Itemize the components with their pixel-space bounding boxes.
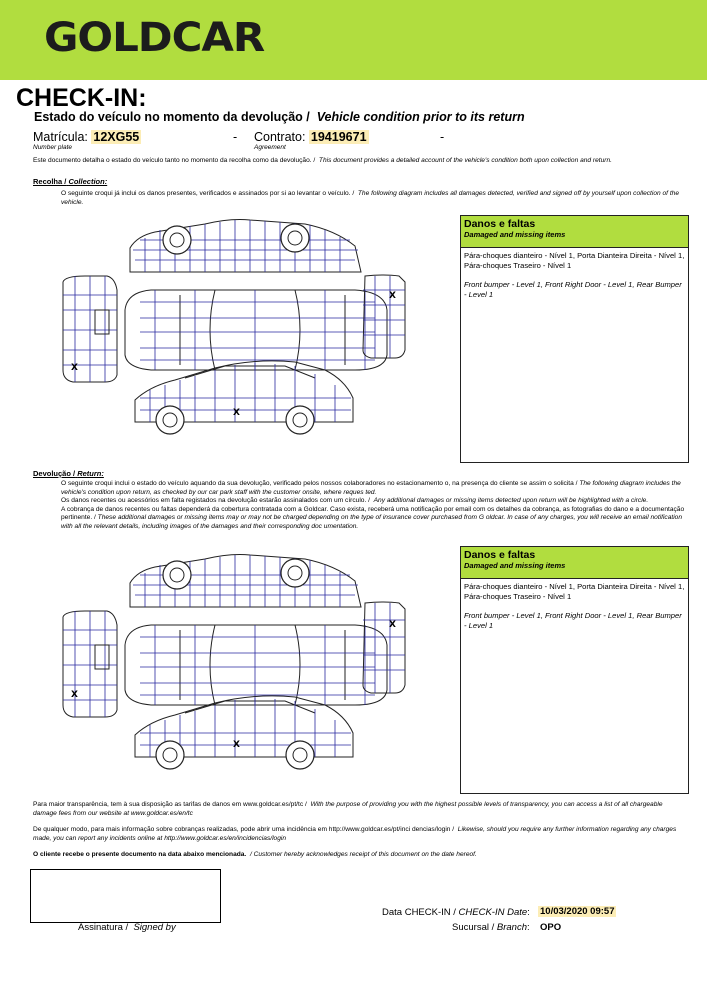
collection-car-diagram: [55, 210, 415, 446]
car-left-side-view: [130, 220, 361, 273]
damage-mark-rear: X: [71, 363, 78, 373]
branch-label: Sucursal / Branch:: [452, 922, 530, 933]
signature-label: Assinatura / Signed by: [78, 922, 176, 933]
collection-damages-box: [460, 215, 689, 463]
collection-heading: Recolha / Collection:: [33, 177, 108, 186]
collection-damages-header: Danos e faltas Damaged and missing items: [461, 216, 688, 248]
damage-mark-side: X: [233, 740, 240, 750]
car-right-side-view: [135, 361, 353, 434]
checkin-date-label: Data CHECK-IN / CHECK-IN Date:: [382, 907, 530, 918]
page-title: CHECK-IN:: [16, 84, 147, 112]
return-text: O seguinte croqui inclui o estado do veículo aquando da sua devolução, verificado pelos nossos colaboradores no estacionamento o, na presença do cliente se assim o solicita / The following diagram includes the vehicle's condition upon return, as checked by our car park staff with the customer onsite, where reques ted. Os danos recentes ou acessórios em falta registados na devolução estarão assinalados com um círculo. / Any additional damages or missing items detected upon return will be highlighted with a circle. A cobrança de danos recentes ou faltas dependerá da cobertura contratada com a Goldcar. Caso exista, receberá uma notificação por email com os detalhes da cobrança, as fotografias do dano e a documentação pertinente. / These additional damages or missing items may or may not be charged depending on the type of insurance cover purchased from G oldcar. In case of any charges, you will receive an email notification with all the relevant details, including images of the damages and their corresponding doc umentation.: [61, 480, 685, 530]
car-right-side-view: [135, 696, 353, 769]
goldcar-logo: GOLDCAR: [44, 15, 265, 61]
return-damages-list: Pára-choques dianteiro - Nível 1, Porta Dianteira Direita - Nível 1, Pára-choques Traseiro - Nível 1 Front bumper - Level 1, Front Right Door - Level 1, Rear Bumper - Level 1: [464, 582, 685, 630]
branch-value: OPO: [540, 922, 562, 933]
plate-sublabel: Number plate: [33, 144, 73, 151]
car-front-view: [363, 275, 405, 358]
car-rear-view: [63, 611, 117, 717]
footer-incidents: De qualquer modo, para mais informação sobre cobranças realizadas, pode abrir uma incidência em http://www.goldcar.es/pt/inci dencias/login / Likewise, should you require any further information regarding any charges made, you can report any incidents online at http://www.goldcar.es/en/incidencias/login: [33, 826, 677, 842]
agreement-field: Contrato: 19419671: [254, 130, 367, 144]
footer-tariffs: Para maior transparência, tem à sua disposição as tarifas de danos em www.goldcar.es/pt/tc / With the purpose of providing you with the highest possible levels of transparency, you can access a list of all chargeable damage fees from our website at www.goldcar.es/en/tc: [33, 801, 663, 817]
plate-dash: -: [233, 130, 238, 144]
header-bar: [0, 0, 707, 80]
plate-field: Matrícula: 12XG55: [33, 130, 140, 144]
collection-damages-list: Pára-choques dianteiro - Nível 1, Porta Dianteira Direita - Nível 1, Pára-choques Traseiro - Nível 1 Front bumper - Level 1, Front Right Door - Level 1, Rear Bumper - Level 1: [464, 251, 685, 299]
car-top-view: [125, 290, 387, 370]
agreement-dash: -: [440, 130, 445, 144]
page-subtitle: Estado do veículo no momento da devolução / Vehicle condition prior to its return: [34, 110, 525, 124]
checkin-date-value: 10/03/2020 09:57: [540, 906, 615, 917]
damage-mark-front: X: [389, 620, 396, 630]
car-rear-view: [63, 276, 117, 382]
intro-text: Este documento detalha o estado do veículo tanto no momento da recolha como da devolução. / This document provides a detailed account of the vehicle's condition both upon collection and return.: [33, 157, 612, 164]
damage-mark-side: X: [233, 408, 240, 418]
agreement-sublabel: Agreement: [254, 144, 286, 151]
footer-acknowledgement: O cliente recebe o presente documento na data abaixo mencionada. / Customer hereby acknowledges receipt of this document on the date hereof.: [33, 851, 477, 858]
return-car-diagram: [55, 545, 415, 781]
return-heading: Devolução / Return:: [33, 469, 104, 478]
agreement-value: 19419671: [310, 130, 367, 144]
plate-value: 12XG55: [93, 130, 140, 144]
car-front-view: [363, 602, 405, 693]
return-damages-box: [460, 546, 689, 794]
damage-mark-rear: X: [71, 690, 78, 700]
signature-box: [30, 869, 221, 923]
car-left-side-view: [130, 555, 361, 608]
car-top-view: [125, 625, 387, 705]
return-damages-header: Danos e faltas Damaged and missing items: [461, 547, 688, 579]
collection-text: O seguinte croqui já inclui os danos presentes, verificados e assinados por si ao levantar o veículo. / The following diagram includes all damages detected, verified and signed off by yourself upon collection of the vehicle.: [61, 190, 679, 206]
damage-mark-front: X: [389, 291, 396, 301]
